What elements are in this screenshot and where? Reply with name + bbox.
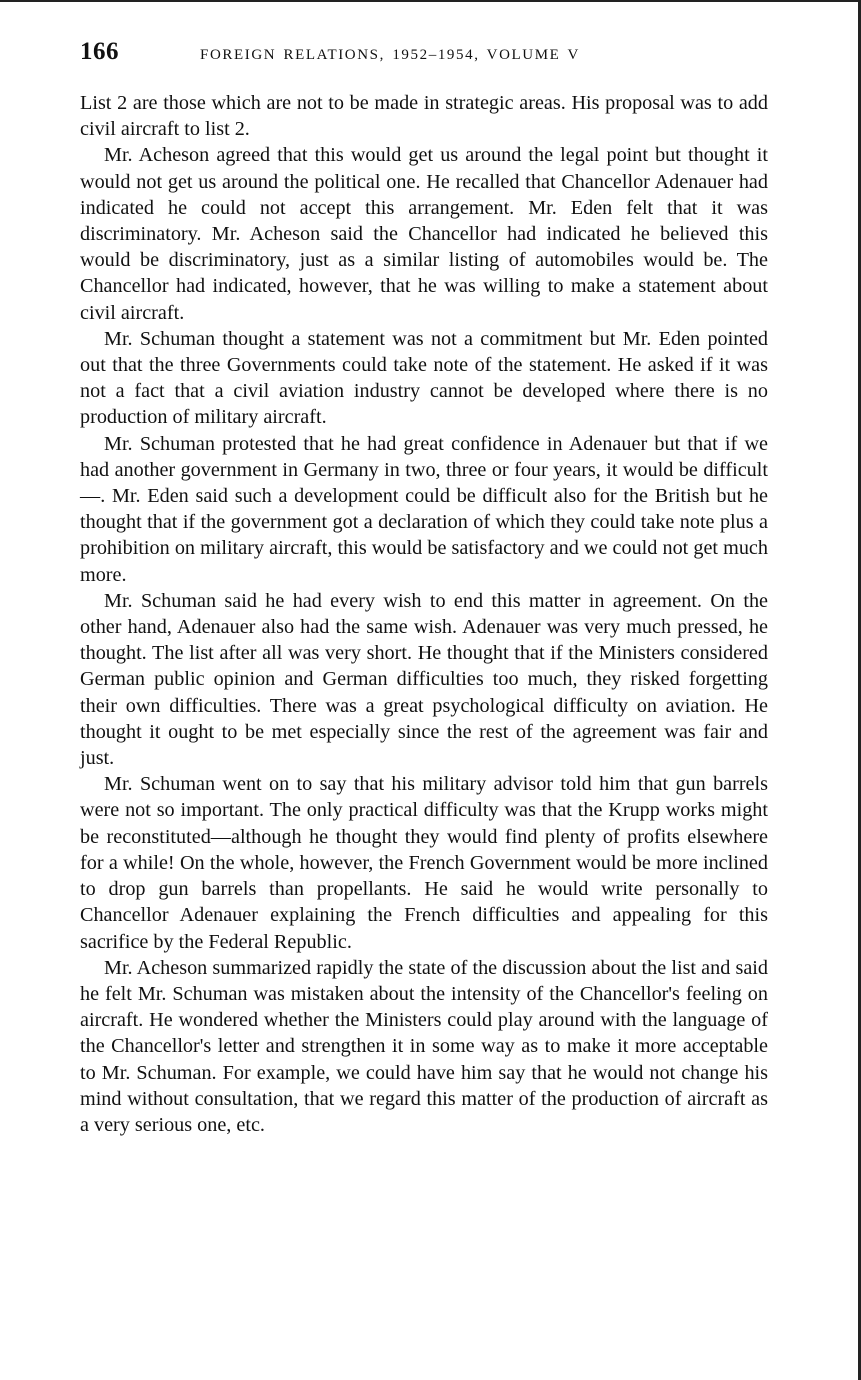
paragraph-acheson-legal-point: Mr. Acheson agreed that this would get us around the legal point but thought it would not get us around the political one. He recalled that Chancellor Adenauer had indicated he could not accept this arrangement. Mr. Eden felt that it was discriminatory. Mr. Acheson said the Chancellor had indicated he believed this would be discriminatory, just as a similar listing of automobiles would be. The Chancellor had indicated, however, that he was willing to make a statement about civil aircraft. (80, 144, 768, 324)
document-page (80, 38, 768, 1138)
paragraph-acheson-summary: Mr. Acheson summarized rapidly the state of the discussion about the list and said he felt Mr. Schuman was mistaken about the intensity of the Chancellor's feeling on aircraft. He wondered whether the Ministers could play around with the language of the Chancellor's letter and strengthen it in some way as to make it more acceptable to Mr. Schuman. For example, we could have him say that he would not change his mind without consultation, that we regard this matter of the production of aircraft as a very serious one, etc. (80, 956, 768, 1136)
running-head (80, 38, 768, 78)
body-text (80, 90, 768, 1138)
paragraph-continuation: List 2 are those which are not to be made in strategic areas. His proposal was to add civil aircraft to list 2. (80, 92, 768, 141)
paragraph-schuman-agreement: Mr. Schuman said he had every wish to end this matter in agreement. On the other hand, Adenauer also had the same wish. Adenauer was very much pressed, he thought. The list after all was very short. He thought that if the Ministers considered German public opinion and German difficulties too much, they risked forgetting their own difficulties. There was a great psychological difficulty on aviation. He thought it ought to be met especially since the rest of the agreement was fair and just. (80, 589, 768, 770)
paragraph-schuman-statement: Mr. Schuman thought a statement was not a commitment but Mr. Eden pointed out that the three Governments could take note of the statement. He asked if it was not a fact that a civil aviation industry cannot be developed where there is no production of military aircraft. (80, 327, 768, 429)
scan-edge-top (0, 0, 861, 2)
paragraph-gun-barrels: Mr. Schuman went on to say that his military advisor told him that gun barrels were not so important. The only practical difficulty was that the Krupp works might be reconstituted—although he thought they would find plenty of profits elsewhere for a while! On the whole, however, the French Government would be more inclined to drop gun barrels than propellants. He said he would write personally to Chancellor Adenauer explaining the French difficulties and appealing for this sacrifice by the Federal Republic. (80, 773, 768, 953)
page-number: 166 (80, 38, 119, 65)
running-head-title: FOREIGN RELATIONS, 1952–1954, VOLUME V (200, 47, 580, 63)
paragraph-schuman-confidence: Mr. Schuman protested that he had great confidence in Adenauer but that if we had another government in Germany in two, three or four years, it would be difficult—. Mr. Eden said such a development could be difficult also for the British but he thought that if the government got a declaration of which they could take note plus a prohibition on military aircraft, this would be satisfactory and we could not get much more. (80, 432, 768, 586)
